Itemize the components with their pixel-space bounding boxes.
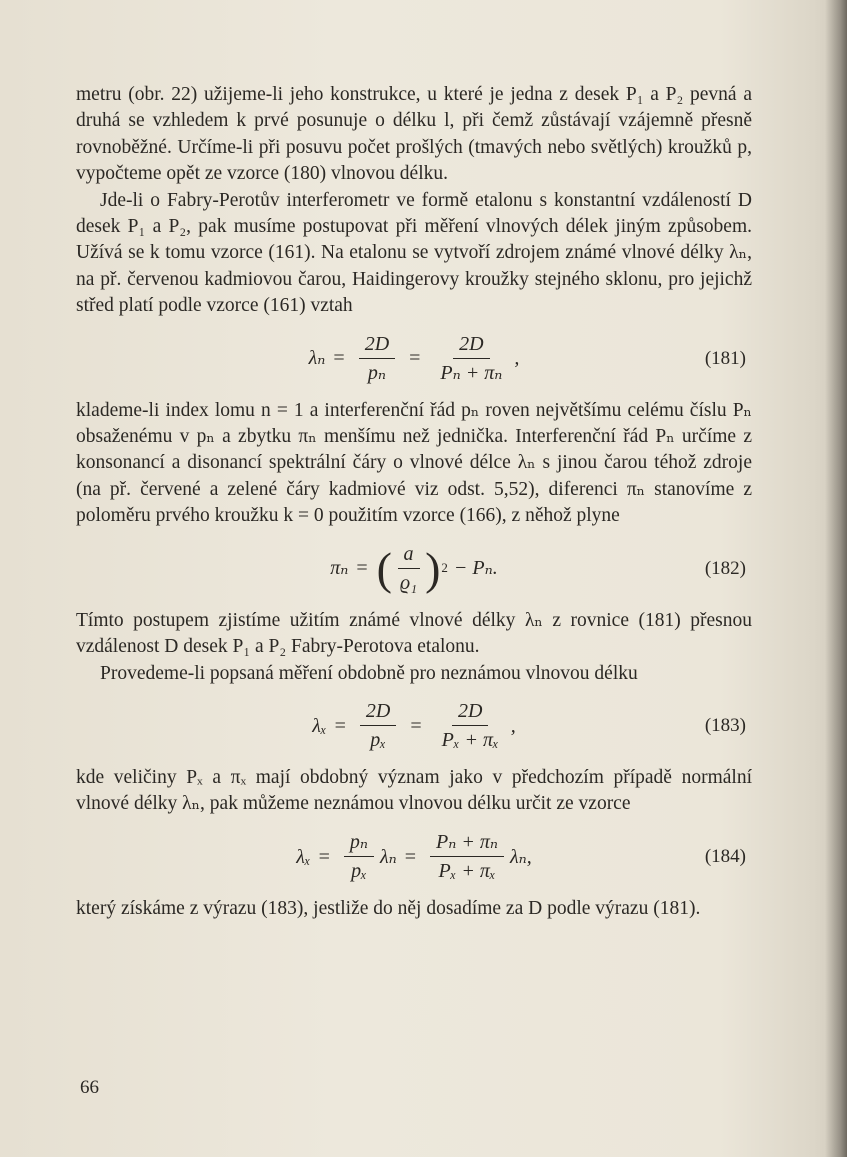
eq182-lhs: πₙ <box>330 557 349 580</box>
eq182-number: (182) <box>704 557 746 579</box>
eq183-equals-2: = <box>410 714 422 737</box>
eq182-fraction <box>394 542 423 595</box>
eq184-frac1-denominator: pₓ <box>351 860 367 883</box>
equation-181 <box>76 324 752 394</box>
eq182-right-paren: ) <box>425 542 441 594</box>
eq184-fraction-2 <box>430 830 504 883</box>
page-number: 66 <box>80 1077 99 1098</box>
page-text-block <box>76 82 752 922</box>
equation-182 <box>76 534 752 604</box>
paragraph-2: Jde-li o Fabry-Perotův interferometr ve formě etalonu s konstantní vzdáleností D desek P₁ a P₂, pak musíme postupovat při měření vlnových délek jiným způsobem. Užívá se k tomu vzorce (161). Na etalonu se vytvoří zdrojem známé vlnové délky λₙ, na př. červenou kadmiovou čarou, Haidingerovy kroužky stejného sklonu, pro jejichž střed platí podle vzorce (161) vztah <box>76 189 752 317</box>
eq181-equals-2: = <box>409 347 421 370</box>
eq183-frac1-numerator: 2D <box>360 699 396 726</box>
eq183-fraction-1 <box>360 699 396 752</box>
eq181-fraction-1 <box>359 332 395 385</box>
eq184-number: (184) <box>704 845 746 867</box>
equation-183 <box>76 691 752 761</box>
eq183-frac2-denominator: Pₓ + πₓ <box>441 729 499 752</box>
paragraph-4: Tímto postupem zjistíme užitím známé vlnové délky λₙ z rovnice (181) přesnou vzdálenost D desek P₁ a P₂ Fabry-Perotova etalonu. <box>76 609 752 658</box>
eq183-fraction-2 <box>436 699 505 752</box>
eq181-number: (181) <box>704 347 746 369</box>
book-gutter-shadow <box>825 0 847 1157</box>
eq181-lhs: λₙ <box>308 347 326 370</box>
eq182-frac-numerator: a <box>398 542 420 569</box>
eq183-frac1-denominator: pₓ <box>370 729 386 752</box>
paragraph-3: klademe-li index lomu n = 1 a interferenční řád pₙ roven největšímu celému číslu Pₙ obsaženému v pₙ a zbytku πₙ menšímu než jednička. Interferenční řád Pₙ určíme z konsonancí a disonancí spektrální čáry o vlnové délce λₙ s jinou čarou téhož zdroje (na př. červené a zelené čáry kadmiové viz odst. 5,52), diferenci πₙ stanovíme z poloměru prvého kroužku k = 0 použitím vzorce (166), z něhož plyne <box>76 399 752 527</box>
eq181-equals-1: = <box>333 347 345 370</box>
eq184-lhs: λₓ <box>296 845 311 868</box>
eq181-tail: , <box>514 347 520 370</box>
eq181-frac2-denominator: Pₙ + πₙ <box>440 362 503 385</box>
eq183-frac2-numerator: 2D <box>452 699 488 726</box>
eq184-frac2-numerator: Pₙ + πₙ <box>430 830 504 857</box>
eq181-fraction-2 <box>434 332 508 385</box>
eq183-number: (183) <box>704 714 746 736</box>
paragraph-6: kde veličiny Pₓ a πₓ mají obdobný význam jako v předchozím případě normální vlnové délky λₙ, pak můžeme neznámou vlnovou délku určit ze vzorce <box>76 766 752 815</box>
eq184-frac2-denominator: Pₓ + πₓ <box>438 860 496 883</box>
eq182-frac-denominator: ϱ₁ <box>399 572 418 595</box>
equation-184 <box>76 822 752 892</box>
eq184-fraction-1 <box>344 830 374 883</box>
eq184-mid: λₙ <box>379 845 397 868</box>
eq182-left-paren: ( <box>376 542 392 594</box>
eq183-equals-1: = <box>334 714 346 737</box>
paragraph-5: Provedeme-li popsaná měření obdobně pro neznámou vlnovou délku <box>100 662 638 684</box>
eq181-frac1-numerator: 2D <box>359 332 395 359</box>
eq184-frac1-numerator: pₙ <box>344 830 374 857</box>
eq182-power: 2 <box>441 560 448 576</box>
eq184-equals-2: = <box>404 845 417 868</box>
eq181-frac1-denominator: pₙ <box>367 362 386 385</box>
eq184-equals-1: = <box>318 845 330 868</box>
eq182-rest: − Pₙ. <box>453 557 498 580</box>
paragraph-1: metru (obr. 22) užijeme-li jeho konstrukce, u které je jedna z desek P₁ a P₂ pevná a druhá se vzhledem k prvé posunuje o délku l, při čemž zůstávají vzájemně přesně rovnoběžné. Určíme-li při posuvu počet prošlých (tmavých nebo světlých) kroužků p, vypočteme opět ze vzorce (180) vlnovou délku. <box>76 84 752 185</box>
eq183-tail: , <box>510 714 516 737</box>
eq182-equals: = <box>356 557 368 580</box>
eq181-frac2-numerator: 2D <box>453 332 489 359</box>
eq184-tail: λₙ, <box>509 845 532 868</box>
paragraph-7: který získáme z výrazu (183), jestliže do něj dosadíme za D podle výrazu (181). <box>76 897 701 919</box>
eq183-lhs: λₓ <box>312 714 327 737</box>
